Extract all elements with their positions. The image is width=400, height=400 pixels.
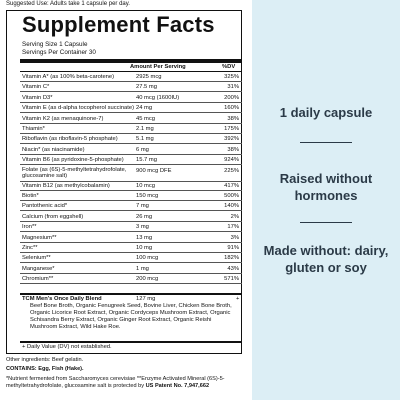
nutrient-name: Thiamin* — [22, 126, 45, 132]
nutrient-row — [20, 146, 242, 155]
nutrient-name: Iron** — [22, 224, 37, 231]
bottom-rule — [20, 341, 242, 343]
nutrient-dv: 200% — [224, 94, 239, 101]
nutrient-name: Folate (as (6S)-5-methyltetrahydrofolate, glucosamine salt) — [22, 166, 127, 180]
nutrient-amount: 15.7 mg — [136, 157, 157, 164]
nutrient-row — [20, 223, 242, 232]
nutrient-row — [20, 73, 242, 82]
nutrient-row — [20, 265, 242, 274]
nutrient-dv: 140% — [224, 203, 239, 210]
nutrient-amount: 45 mcg — [136, 115, 156, 122]
nutrient-row — [20, 156, 242, 165]
dv-note: + Daily Value (DV) not established. — [22, 344, 112, 350]
nutrient-name: Calcium (from eggshell) — [22, 213, 84, 220]
header-rule — [20, 71, 242, 72]
nutrient-name: Manganese* — [22, 265, 55, 272]
claim-daily-capsule: 1 daily capsule — [279, 105, 373, 120]
nutrient-amount: 10 mg — [136, 245, 153, 251]
nutrient-amount: 24 mg — [136, 105, 153, 112]
nutrient-amount: 3 mg — [136, 224, 149, 231]
nutrient-amount: 13 mg — [136, 234, 153, 241]
nutrient-dv: 175% — [224, 126, 239, 132]
nutrient-row — [20, 83, 242, 92]
nutrient-name: Vitamin E (as d-alpha tocopherol succinate) — [22, 105, 135, 112]
nutrient-name: Vitamin C* — [22, 84, 50, 91]
nutrient-amount: 27.5 mg — [136, 84, 157, 91]
servings-per-container: Servings Per Container 30 — [22, 49, 96, 56]
nutrient-amount: 200 mcg — [136, 276, 159, 283]
suggested-use-text: Suggested Use: Adults take 1 capsule per day. — [6, 1, 130, 7]
nutrient-row — [20, 167, 242, 182]
serving-size: Serving Size 1 Capsule — [22, 41, 88, 48]
other-ingredients: Other ingredients: Beef gelatin. — [6, 357, 84, 363]
nutrient-amount: 2.1 mg — [136, 126, 154, 132]
nutrient-name: Vitamin A* (as 100% beta-carotene) — [22, 74, 115, 80]
nutrient-name: Zinc** — [22, 245, 38, 251]
dv-column-header: %DV — [222, 64, 236, 70]
nutrient-amount: 100 mcg — [136, 255, 159, 262]
claim-divider — [300, 142, 352, 143]
blend-rule — [20, 293, 242, 295]
blend-ingredients: Beef Bone Broth, Organic Fenugreek Seed, Bovine Liver, Chicken Bone Broth, Organic Licorice Root Extract, Organic Cordyceps Mushroom Extract, Organic Schisandra Berry Extract, Organic Ginger Root Extract, Organic Reishi Mushroom Extract, Wild Hake Roe. — [30, 303, 232, 330]
claim-divider — [300, 222, 352, 223]
nutrient-dv: 3% — [230, 234, 239, 241]
nutrient-dv: 31% — [227, 84, 239, 91]
nutrient-row — [20, 125, 242, 134]
allergen-statement: CONTAINS: Egg, Fish (Hake). — [6, 366, 84, 372]
nutrient-row — [20, 202, 242, 211]
nutrient-row — [20, 192, 242, 201]
nutrient-amount: 1 mg — [136, 265, 149, 272]
nutrient-dv: 17% — [227, 224, 239, 231]
nutrient-amount: 40 mcg (1600IU) — [136, 94, 180, 101]
nutrient-amount: 900 mcg DFE — [136, 167, 172, 174]
nutrient-amount: 26 mg — [136, 213, 153, 220]
nutrient-name: Pantothenic acid* — [22, 203, 68, 210]
blend-amount: 127 mg — [136, 296, 156, 302]
nutrient-dv: 160% — [224, 105, 239, 112]
nutrient-dv: 182% — [224, 255, 239, 262]
nutrient-amount: 7 mg — [136, 203, 149, 210]
nutrient-amount: 10 mcg — [136, 182, 156, 189]
nutrient-row — [20, 104, 242, 113]
nutrient-row — [20, 115, 242, 124]
nutrient-name: Vitamin D3* — [22, 94, 53, 101]
nutrient-row — [20, 182, 242, 191]
nutrient-name: Riboflavin (as riboflavin-5 phosphate) — [22, 136, 118, 143]
patent-number: US Patent No. 7,947,662 — [145, 383, 210, 389]
nutrient-dv: 38% — [227, 146, 239, 153]
nutrient-row — [20, 275, 242, 284]
claim-no-hormones: Raised without hormones — [279, 171, 373, 203]
nutrient-dv: 91% — [227, 245, 239, 251]
nutrient-row — [20, 254, 242, 263]
nutrient-name: Biotin* — [22, 193, 39, 199]
nutrient-name: Vitamin B12 (as methylcobalamin) — [22, 182, 110, 189]
nutrient-name: Selenium** — [22, 255, 51, 262]
nutrient-dv: 2% — [230, 213, 239, 220]
nutrient-row — [20, 94, 242, 103]
nutrient-dv: 225% — [224, 167, 239, 174]
nutrient-name: Vitamin K2 (as menaquinone-7) — [22, 115, 104, 122]
footnote-text: *Nutrient fermented from Saccharomyces cerevisiae **Enzyme Activated Mineral (6S)-5-methyltetrahydrofolate, glucosamine salt is protected by — [6, 376, 225, 389]
amount-column-header: Amount Per Serving — [130, 64, 186, 70]
nutrient-dv: 38% — [227, 115, 239, 122]
nutrient-amount: 150 mcg — [136, 193, 159, 199]
nutrient-row — [20, 213, 242, 222]
nutrient-name: Niacin* (as niacinamide) — [22, 146, 85, 153]
nutrient-dv: 571% — [224, 276, 239, 283]
supplement-facts-title: Supplement Facts — [22, 12, 215, 37]
nutrient-row — [20, 244, 242, 253]
nutrient-dv: 924% — [224, 157, 239, 164]
nutrient-amount: 6 mg — [136, 146, 149, 153]
claims-panel — [252, 0, 400, 400]
nutrient-dv: 417% — [224, 182, 239, 189]
nutrient-row — [20, 234, 242, 243]
serving-info — [22, 41, 96, 57]
nutrient-name: Chromium** — [22, 276, 54, 283]
nutrient-name: Vitamin B6 (as pyridoxine-5-phosphate) — [22, 157, 124, 164]
nutrient-amount: 2925 mcg — [136, 74, 162, 80]
footnote — [6, 376, 250, 390]
nutrient-dv: 43% — [227, 265, 239, 272]
blend-dv: + — [236, 296, 240, 302]
nutrient-amount: 5.1 mg — [136, 136, 154, 143]
nutrient-row — [20, 135, 242, 144]
blend-name: TCM Men's Once Daily Blend — [22, 296, 102, 302]
nutrient-dv: 392% — [224, 136, 239, 143]
claim-allergen-free: Made without: dairy, gluten or soy — [263, 243, 389, 275]
nutrient-dv: 325% — [224, 74, 239, 80]
nutrient-name: Magnesium** — [22, 234, 57, 241]
nutrient-dv: 500% — [224, 193, 239, 199]
